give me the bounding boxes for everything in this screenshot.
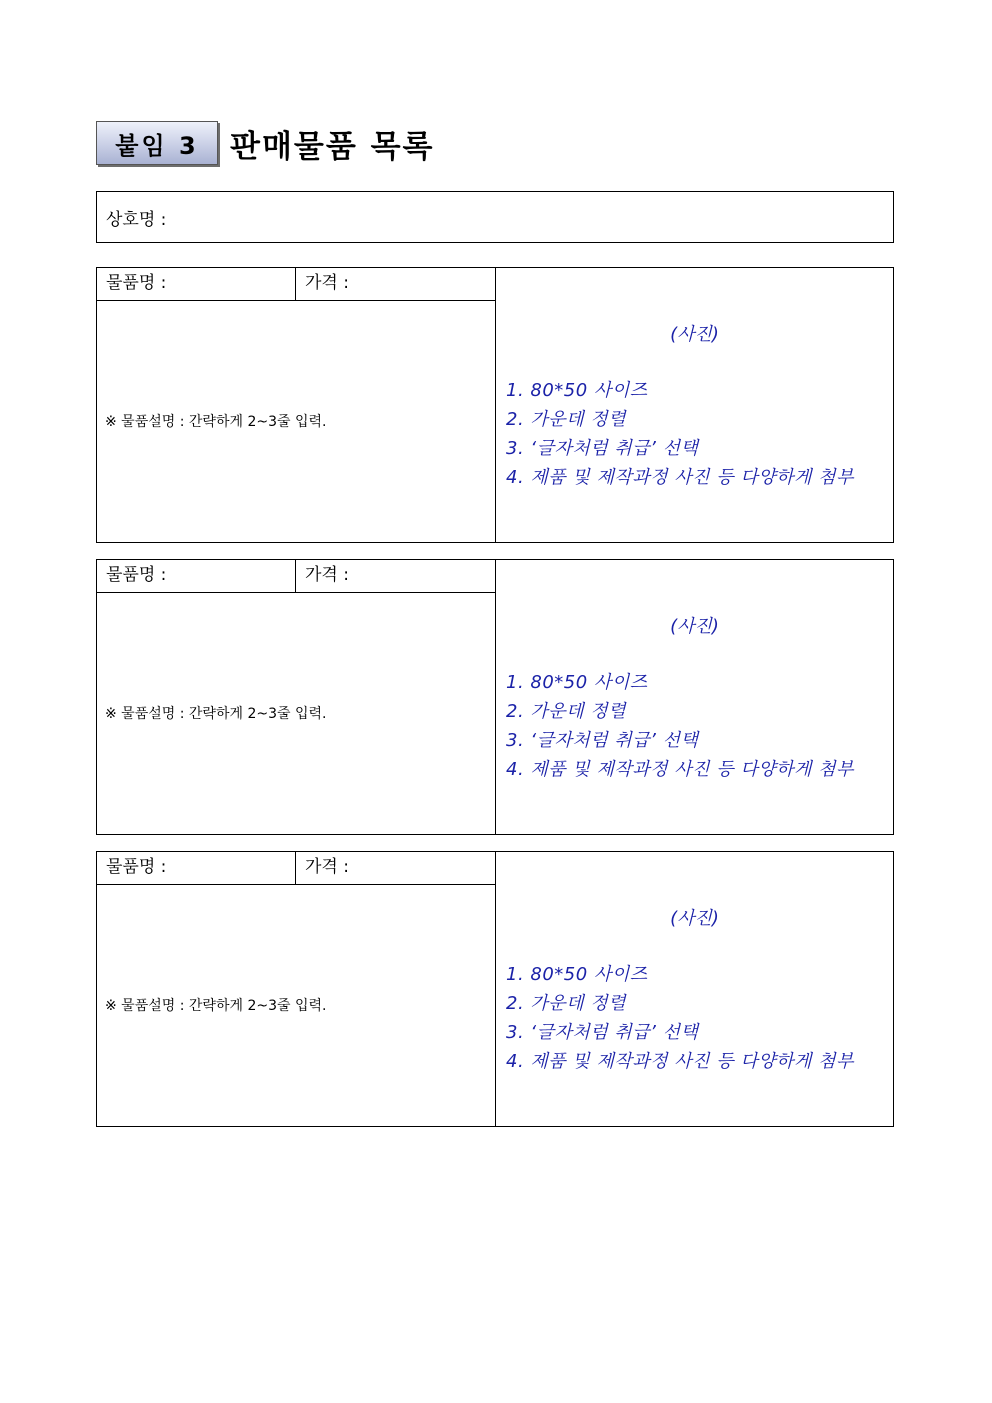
product-description-field[interactable]	[105, 885, 490, 1125]
product-entry-1	[96, 267, 894, 543]
product-info-panel	[97, 268, 496, 542]
guide-item: 2. 가운데 정렬	[506, 701, 627, 722]
product-photo-panel[interactable]	[496, 268, 893, 542]
product-entry-3	[96, 851, 894, 1127]
product-entry-2	[96, 559, 894, 835]
product-info-panel	[97, 560, 496, 834]
product-info-panel	[97, 852, 496, 1126]
guide-item: 4. 제품 및 제작과정 사진 등 다양하게 첨부	[506, 467, 854, 488]
guide-item: 2. 가운데 정렬	[506, 993, 627, 1014]
guide-item: 1. 80*50 사이즈	[506, 672, 648, 693]
guide-item: 4. 제품 및 제작과정 사진 등 다양하게 첨부	[506, 1051, 854, 1072]
photo-placeholder-label: (사진)	[670, 616, 719, 637]
product-price-field[interactable]: 가격 :	[305, 565, 349, 585]
product-description-text: ※ 물품설명 : 간략하게 2~3줄 입력.	[105, 414, 327, 430]
guide-item: 3. ‘글자처럼 취급’ 선택	[506, 1022, 699, 1043]
product-header-row	[97, 268, 495, 301]
product-header-row	[97, 852, 495, 885]
attachment-badge: 붙임 3	[96, 121, 218, 165]
product-name-field[interactable]: 물품명 :	[97, 268, 296, 300]
title-row	[96, 119, 434, 167]
guide-item: 1. 80*50 사이즈	[506, 380, 648, 401]
guide-item: 2. 가운데 정렬	[506, 409, 627, 430]
product-name-field[interactable]: 물품명 :	[97, 560, 296, 592]
product-price-field[interactable]: 가격 :	[305, 273, 349, 293]
photo-placeholder-label: (사진)	[670, 324, 719, 345]
product-photo-panel[interactable]	[496, 852, 893, 1126]
company-name-label: 상호명 :	[106, 209, 167, 230]
product-description-text: ※ 물품설명 : 간략하게 2~3줄 입력.	[105, 706, 327, 722]
product-description-field[interactable]	[105, 593, 490, 833]
guide-item: 1. 80*50 사이즈	[506, 964, 648, 985]
company-name-box	[96, 191, 894, 243]
guide-item: 3. ‘글자처럼 취급’ 선택	[506, 438, 699, 459]
page-title: 판매물품 목록	[230, 128, 435, 165]
product-name-field[interactable]: 물품명 :	[97, 852, 296, 884]
photo-placeholder-label: (사진)	[670, 908, 719, 929]
product-header-row	[97, 560, 495, 593]
photo-guide-list	[506, 960, 854, 1076]
product-description-text: ※ 물품설명 : 간략하게 2~3줄 입력.	[105, 998, 327, 1014]
product-description-field[interactable]	[105, 301, 490, 541]
photo-guide-list	[506, 668, 854, 784]
product-photo-panel[interactable]	[496, 560, 893, 834]
product-price-field[interactable]: 가격 :	[305, 857, 349, 877]
guide-item: 3. ‘글자처럼 취급’ 선택	[506, 730, 699, 751]
photo-guide-list	[506, 376, 854, 492]
guide-item: 4. 제품 및 제작과정 사진 등 다양하게 첨부	[506, 759, 854, 780]
